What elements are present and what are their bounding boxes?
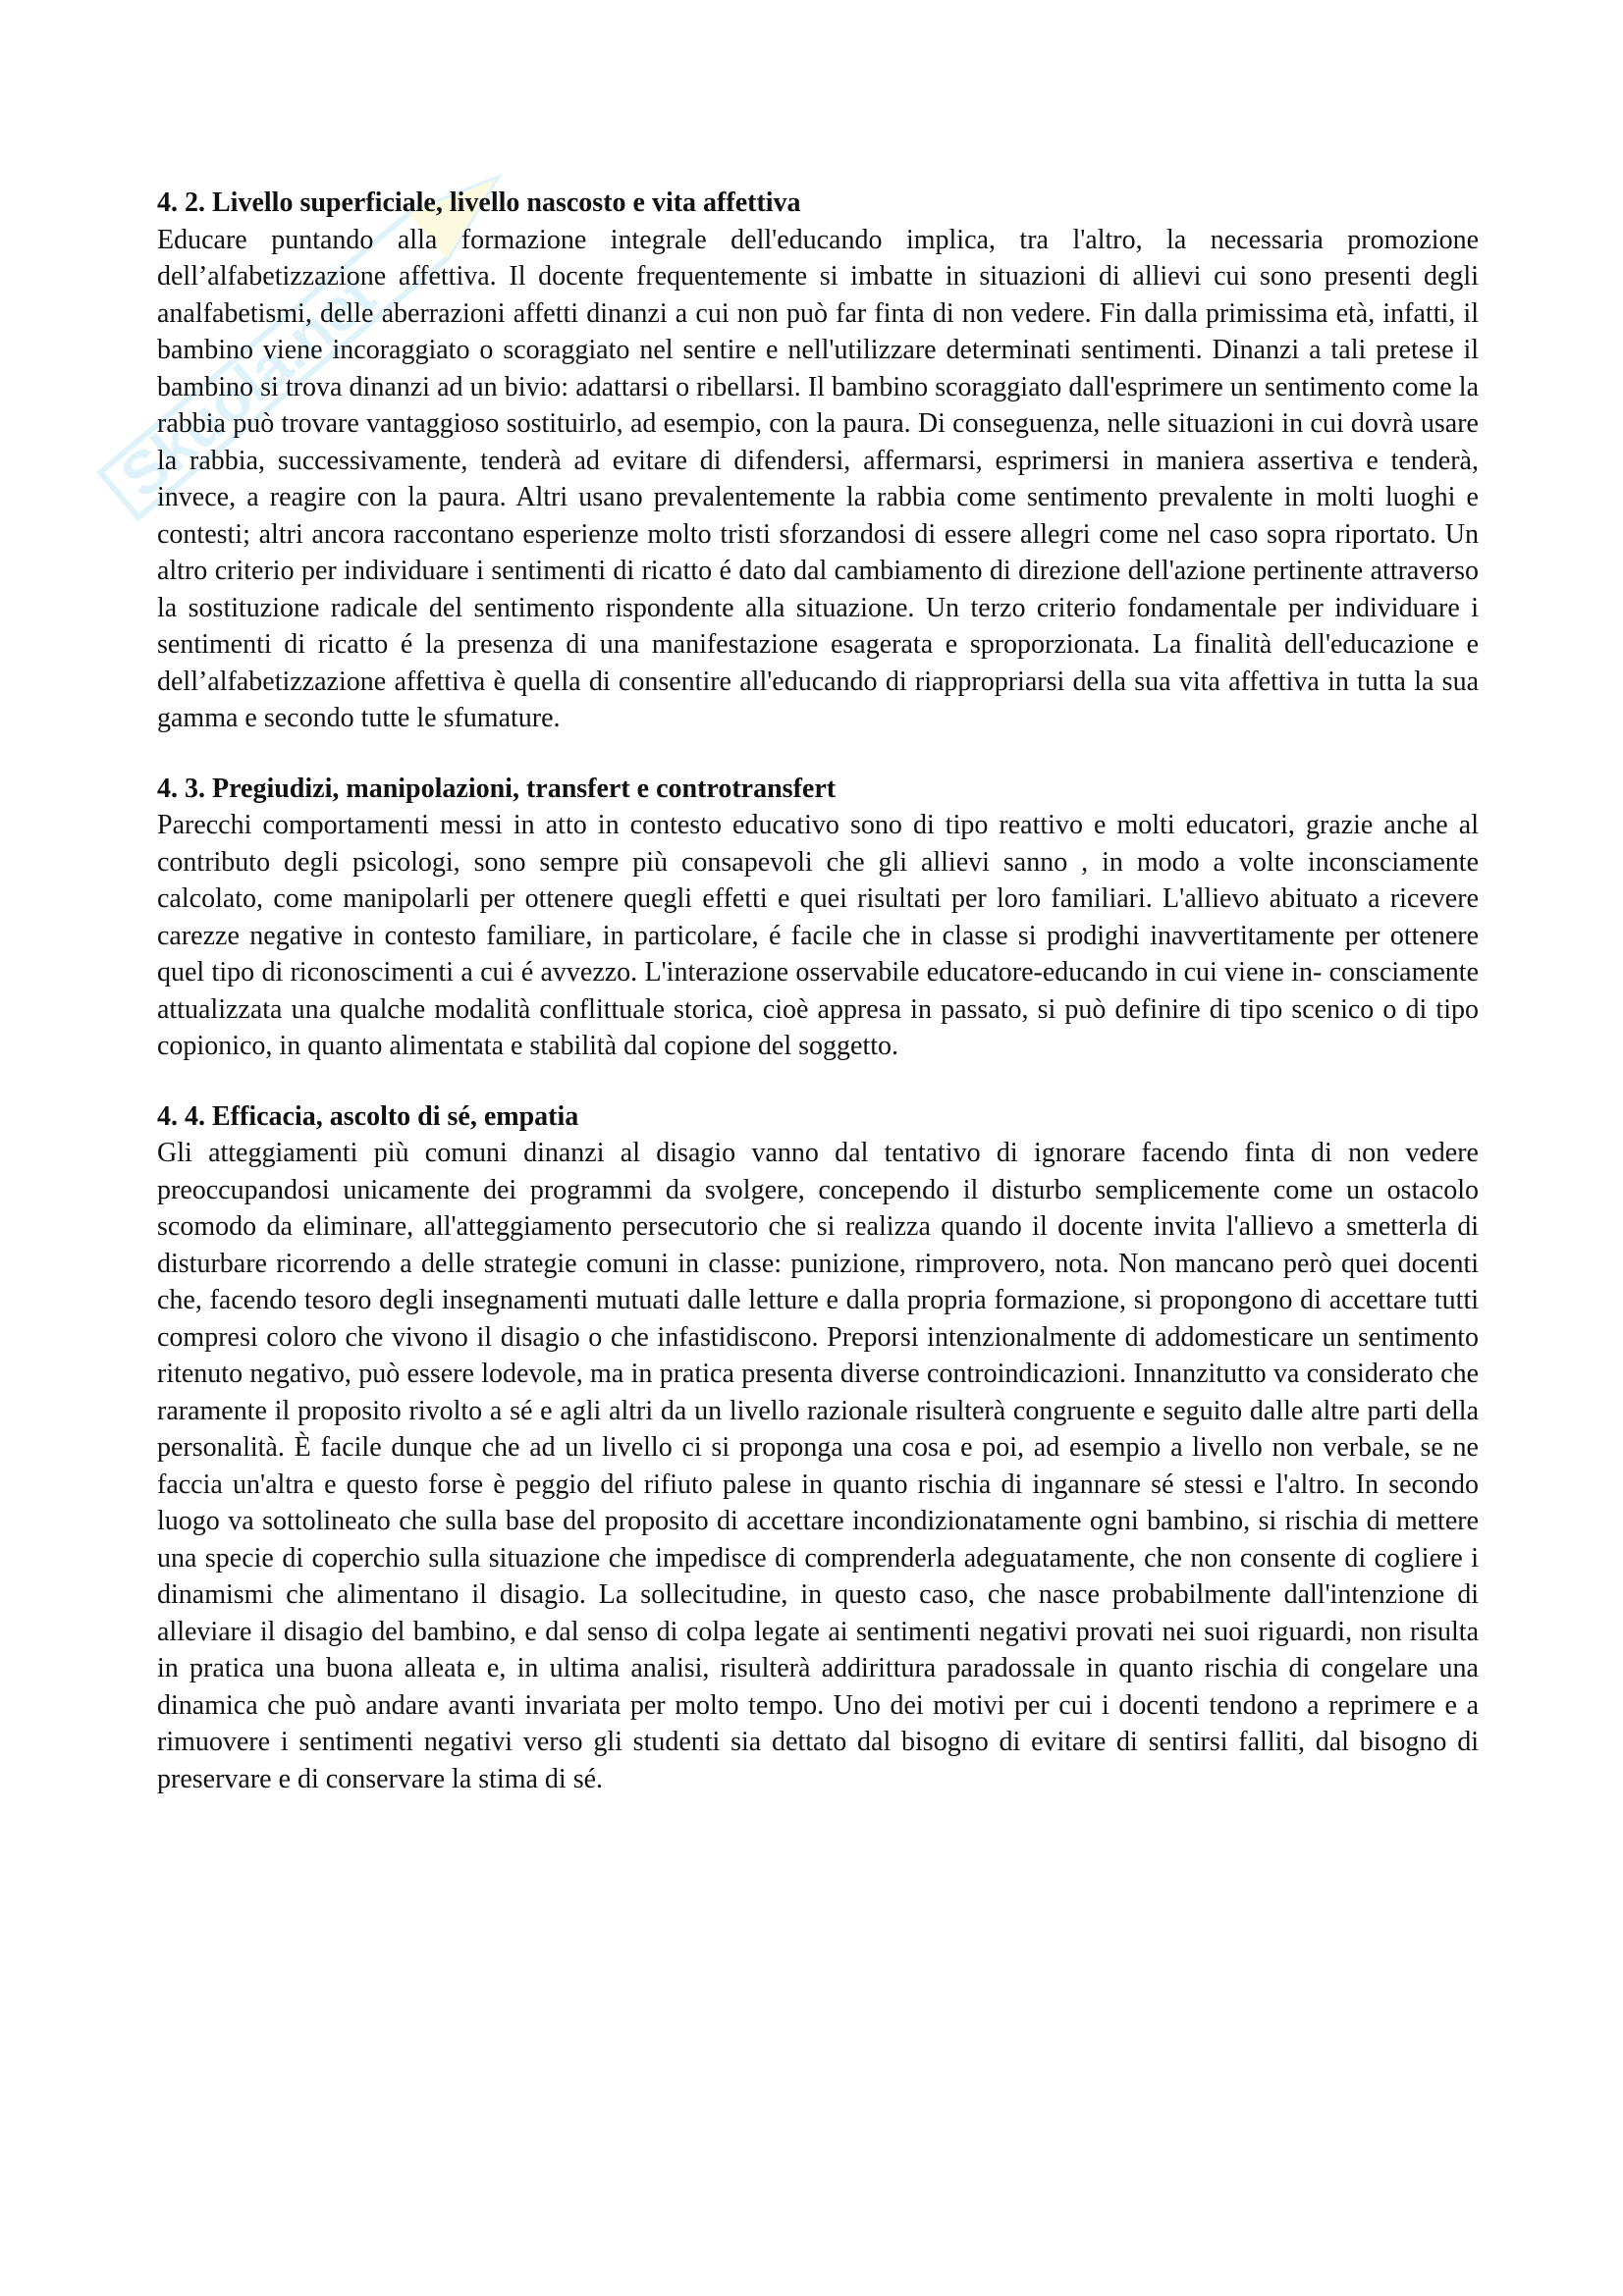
section-4-4 bbox=[157, 1098, 1479, 1798]
section-heading: 4. 2. Livello superficiale, livello nascosto e vita affettiva bbox=[157, 187, 801, 218]
section-4-2 bbox=[157, 185, 1479, 737]
section-paragraph: Gli atteggiamenti più comuni dinanzi al disagio vanno dal tentativo di ignorare facendo finta di non vedere preoccupandosi unicamente dei programmi da svolgere, concependo il disturbo semplicemente come un ostacolo scomodo da eliminare, all'atteggiamento persecutorio che si realizza quando il docente invita l'allievo a smetterla di disturbare ricorrendo a delle strategie comuni in classe: punizione, rimprovero, nota. Non mancano però quei docenti che, facendo tesoro degli insegnamenti mutuati dalle letture e dalla propria formazione, si propongono di accettare tutti compresi coloro che vivono il disagio o che infastidiscono. Preporsi intenzionalmente di addomesticare un sentimento ritenuto negativo, può essere lodevole, ma in pratica presenta diverse controindicazioni. Innanzitutto va considerato che raramente il proposito rivolto a sé e agli altri da un livello razionale risulterà congruente e seguito dalle altre parti della personalità. È facile dunque che ad un livello ci si proponga una cosa e poi, ad esempio a livello non verbale, se ne faccia un'altra e questo forse è peggio del rifiuto palese in quanto rischia di ingannare sé stessi e l'altro. In secondo luogo va sottolineato che sulla base del proposito di accettare incondizionatamente ogni bambino, si rischia di mettere una specie di coperchio sulla situazione che impedisce di comprenderla adeguatamente, che non consente di cogliere i dinamismi che alimentano il disagio. La sollecitudine, in questo caso, che nasce probabilmente dall'intenzione di alleviare il disagio del bambino, e dal senso di colpa legate ai sentimenti negativi provati nei suoi riguardi, non risulta in pratica una buona alleata e, in ultima analisi, risulterà addirittura paradossale in quanto rischia di congelare una dinamica che può andare avanti invariata per molto tempo. Uno dei motivi per cui i docenti tendono a reprimere e a rimuovere i sentimenti negativi verso gli studenti sia dettato dal bisogno di evitare di sentirsi falliti, dal bisogno di preservare e di conservare la stima di sé. bbox=[157, 1138, 1479, 1794]
section-heading: 4. 4. Efficacia, ascolto di sé, empatia bbox=[157, 1100, 579, 1132]
section-heading: 4. 3. Pregiudizi, manipolazioni, transfert e controtransfert bbox=[157, 773, 837, 804]
section-paragraph: Parecchi comportamenti messi in atto in contesto educativo sono di tipo reattivo e molti educatori, grazie anche al contributo degli psicologi, sono sempre più consapevoli che gli allievi sanno , in modo a volte inconsciamente calcolato, come manipolarli per ottenere quegli effetti e quei risultati per loro familiari. L'allievo abituato a ricevere carezze negative in contesto familiare, in particolare, é facile che in classe si prodighi inavvertitamente per ottenere quel tipo di riconoscimenti a cui é avvezzo. L'interazione osservabile educatore-educando in cui viene in- consciamente attualizzata una qualche modalità conflittuale storica, cioè appresa in passato, si può definire di tipo scenico o di tipo copionico, in quanto alimentata e stabilità dal copione del soggetto. bbox=[157, 810, 1479, 1061]
section-paragraph: Educare puntando alla formazione integrale dell'educando implica, tra l'altro, la necessaria promozione dell’alfabetizzazione affettiva. Il docente frequentemente si imbatte in situazioni di allievi cui sono presenti degli analfabetismi, delle aberrazioni affetti dinanzi a cui non può far finta di non vedere. Fin dalla primissima età, infatti, il bambino viene incoraggiato o scoraggiato nel sentire e nell'utilizzare determinati sentimenti. Dinanzi a tali pretese il bambino si trova dinanzi ad un bivio: adattarsi o ribellarsi. Il bambino scoraggiato dall'esprimere un sentimento come la rabbia può trovare vantaggioso sostituirlo, ad esempio, con la paura. Di conseguenza, nelle situazioni in cui dovrà usare la rabbia, successivamente, tenderà ad evitare di difendersi, affermarsi, esprimersi in maniera assertiva e tenderà, invece, a reagire con la paura. Altri usano prevalentemente la rabbia come sentimento prevalente in molti luoghi e contesti; altri ancora raccontano esperienze molto tristi sforzandosi di essere allegri come nel caso sopra riportato. Un altro criterio per individuare i sentimenti di ricatto é dato dal cambiamento di direzione dell'azione pertinente attraverso la sostituzione radicale del sentimento rispondente alla situazione. Un terzo criterio fondamentale per individuare i sentimenti di ricatto é la presenza di una manifestazione esagerata e sproporzionata. La finalità dell'educazione e dell’alfabetizzazione affettiva è quella di consentire all'educando di riappropriarsi della sua vita affettiva in tutta la sua gamma e secondo tutte le sfumature. bbox=[157, 224, 1479, 733]
watermark-text: Skuola.net bbox=[108, 261, 389, 511]
document-page bbox=[157, 185, 1479, 1831]
section-4-3 bbox=[157, 771, 1479, 1065]
